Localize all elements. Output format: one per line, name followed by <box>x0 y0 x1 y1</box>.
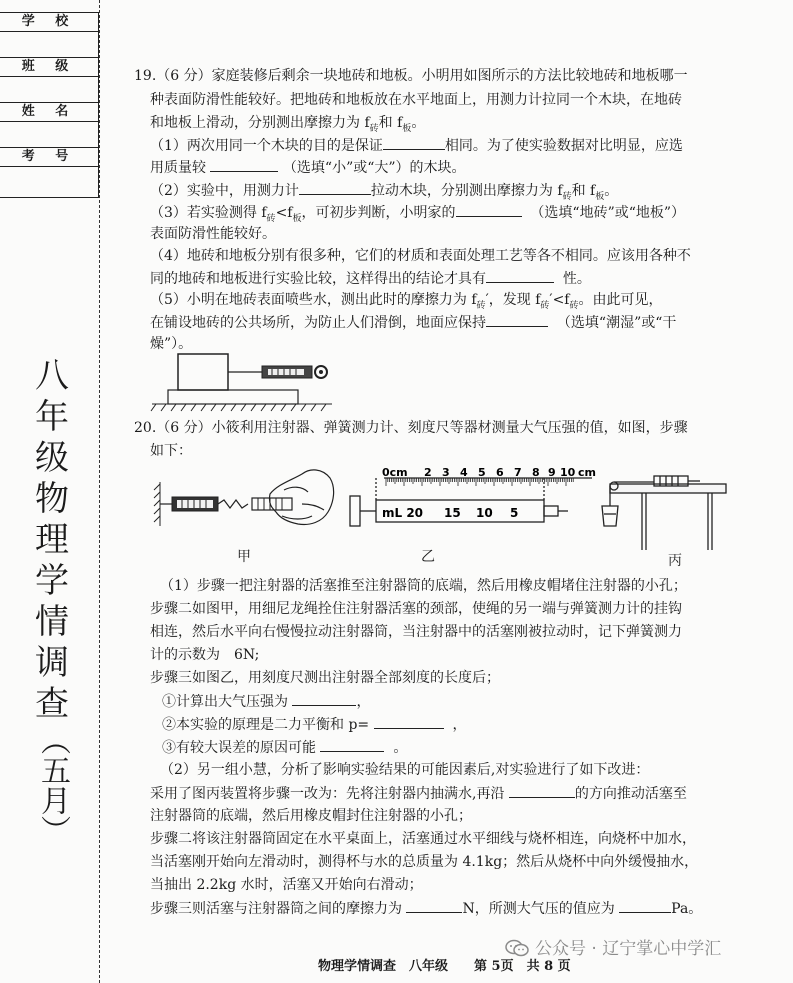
text-run: （5）小明在地砖表面喷些水，测出此时的摩擦力为 f <box>150 292 477 308</box>
side-title-char: 级 <box>35 438 69 478</box>
subscript: 板 <box>292 213 302 224</box>
syringe-scale-label: 5 <box>510 506 519 520</box>
q19-part1 <box>150 135 683 156</box>
answer-blank[interactable] <box>486 268 554 283</box>
text-run: （2）实验中，用测力计 <box>150 183 299 199</box>
answer-blank[interactable] <box>509 783 575 798</box>
name-field <box>0 122 98 148</box>
text-run: 同的地砖和地板进行实验比较，这样得出的结论才具有 <box>150 271 486 287</box>
q20-calc2 <box>162 714 467 735</box>
figure-label-bing: 丙 <box>668 553 682 569</box>
text-run: （选填“潮湿”或“干 <box>556 315 677 331</box>
exam-number-label: 考 号 <box>0 148 98 167</box>
answer-blank[interactable] <box>486 312 548 327</box>
answer-blank[interactable] <box>619 898 671 913</box>
hand-drawing <box>269 470 333 525</box>
q20-part1-step2c: 计的示数为 6N; <box>150 647 260 663</box>
ruler-tick-label: cm <box>578 466 596 479</box>
ruler-tick-label: 8 <box>532 466 540 479</box>
side-title-char: 八 <box>35 356 69 396</box>
ruler <box>382 466 596 486</box>
q20-part2-step1 <box>150 783 687 804</box>
figure-jia-syringe-spring <box>152 464 338 544</box>
q20-part1-step3: 步骤三如图乙，用刻度尺测出注射器全部刻度的长度后； <box>150 670 500 686</box>
binding-dashed-line <box>99 0 100 983</box>
beaker <box>602 506 618 526</box>
text-run: ③有较大误差的原因可能 <box>162 740 316 756</box>
spring-scale-jia <box>172 497 218 511</box>
q20-part1-step1: （1）步骤一把注射器的活塞推至注射器筒的底端，然后用橡皮帽堵住注射器的小孔； <box>160 578 687 594</box>
figure-bing-table-beaker <box>596 464 732 564</box>
text-run: ′，发现 f <box>485 292 541 308</box>
side-title-char: 情 <box>35 602 69 642</box>
q20-line1: 20.（6 分）小筱利用注射器、弹簧测力计、刻度尺等器材测量大气压强的值，如图，步骤 <box>134 420 688 436</box>
q19-part4: （4）地砖和地板分别有很多种，它们的材质和表面处理工艺等各不相同。应该用各种不 <box>150 248 691 264</box>
wood-block <box>178 354 228 390</box>
text-run: 。 <box>393 740 408 756</box>
text-run: <f <box>275 205 293 221</box>
figure-label-yi: 乙 <box>421 549 435 565</box>
q20-part2-step1b: 注射器筒的底端，然后用橡皮帽封住注射器的小孔； <box>150 808 472 824</box>
side-title-char: 查 <box>35 684 69 724</box>
ruler-tick-label: 3 <box>442 466 450 479</box>
q20-part1-step2b: 相连，然后水平向右慢慢拉动注射器筒，当注射器中的活塞刚被拉动时，记下弹簧测力 <box>150 624 682 640</box>
side-title-paren: （五月） <box>35 725 70 845</box>
q20-part1-step2: 步骤二如图甲，用细尼龙绳拴住注射器活塞的颈部，使绳的另一端与弹簧测力计的挂钩 <box>150 601 682 617</box>
syringe-scale-label: 10 <box>476 506 493 520</box>
answer-blank[interactable] <box>406 898 462 913</box>
text-run: （3）若实验测得 f <box>150 205 267 221</box>
q20-part2-step2: 步骤二将该注射器筒固定在水平桌面上，活塞通过水平细线与烧杯相连，向烧杯中加水， <box>150 831 696 847</box>
watermark-text: 公众号 · 辽宁掌心中学汇 <box>535 939 722 959</box>
ruler-tick-label: 0cm <box>382 466 408 479</box>
subscript: 砖 <box>540 300 550 311</box>
text-run: 在铺设地砖的公共场所，为防止人们滑倒，地面应保持 <box>150 315 486 331</box>
text-run: （选填“地砖”或“地板”） <box>530 205 686 221</box>
subscript: 砖 <box>369 123 379 134</box>
text-run: （选填“小”或“大”）的木块。 <box>282 160 466 176</box>
side-title-char: 调 <box>35 643 69 683</box>
ruler-tick-label: 5 <box>478 466 486 479</box>
answer-blank[interactable] <box>292 691 356 706</box>
q19-part3-cont: 表面防滑性能较好。 <box>150 226 276 242</box>
q19-part1-cont <box>150 157 466 178</box>
answer-blank[interactable] <box>320 737 384 752</box>
tile-board <box>168 390 298 404</box>
side-title-char: 理 <box>35 520 69 560</box>
ruler-tick-label: 10 <box>560 466 576 479</box>
answer-blank[interactable] <box>299 180 371 195</box>
side-title-char: 物 <box>35 479 69 519</box>
name-label: 姓 名 <box>0 103 98 122</box>
side-title-char: 年 <box>35 397 69 437</box>
text-run: 步骤三则活塞与注射器筒之间的摩擦力为 <box>150 901 402 917</box>
syringe-scale-label: 15 <box>444 506 461 520</box>
subscript: 砖 <box>266 213 276 224</box>
text-run: ′<f <box>549 292 570 308</box>
subscript: 砖 <box>476 300 486 311</box>
subscript: 板 <box>402 123 412 134</box>
q20-line2: 如下： <box>150 443 192 459</box>
text-run: 和 f <box>571 183 596 199</box>
text-run: 。 <box>411 115 426 131</box>
text-run: 性。 <box>562 271 591 287</box>
q19-part5-cont <box>150 312 676 333</box>
syringe-scale-label: mL 20 <box>382 506 424 520</box>
subscript: 砖 <box>569 300 579 311</box>
text-run: 相同。为了使实验数据对比明显，应选 <box>444 138 683 154</box>
q20-part2-intro: （2）另一组小慧，分析了影响实验结果的可能因素后,对实验进行了如下改进： <box>160 762 650 778</box>
text-run: 用质量较 <box>150 160 206 176</box>
spring-scale <box>262 366 327 378</box>
side-vertical-title <box>32 356 72 845</box>
floor-hatch <box>151 404 332 411</box>
q19-friction-figure <box>150 346 340 414</box>
text-run: 。 <box>604 183 619 199</box>
subscript: 砖 <box>562 191 572 202</box>
q20-part2-step2c: 当抽出 2.2kg 水时，活塞又开始向右滑动； <box>150 877 423 893</box>
text-run: Pa。 <box>671 901 703 917</box>
text-run: （1）两次用同一个木块的目的是保证 <box>150 138 383 154</box>
school-label: 学 校 <box>0 13 98 32</box>
answer-blank[interactable] <box>383 135 445 150</box>
q20-part2-step2b: 当活塞刚开始向左滑动时，测得杯与水的总质量为 4.1kg；然后从烧杯中向外缓慢抽水， <box>150 854 699 870</box>
q19-line2: 种表面防滑性能较好。把地砖和地板放在水平地面上，用测力计拉同一个木块，在地砖 <box>150 92 682 108</box>
subscript: 板 <box>595 191 605 202</box>
figure-label-jia: 甲 <box>237 549 251 565</box>
ruler-tick-label: 9 <box>548 466 556 479</box>
q19-part4-cont <box>150 268 591 289</box>
q20-calc1 <box>162 691 370 712</box>
q20-part2-step3 <box>150 898 702 919</box>
class-label: 班 级 <box>0 58 98 77</box>
figure-yi-ruler-syringe <box>346 464 598 536</box>
answer-blank[interactable] <box>210 157 278 172</box>
text-run: 。由此可见， <box>578 292 663 308</box>
ruler-tick-label: 2 <box>424 466 432 479</box>
q20-calc3 <box>162 737 407 758</box>
page-footer: 物理学情调查 八年级 第 5页 共 8 页 <box>318 959 571 974</box>
student-info-table <box>0 12 99 198</box>
class-field <box>0 77 98 103</box>
text-run: ②本实验的原理是二力平衡和 p= <box>162 717 370 733</box>
school-field <box>0 32 98 58</box>
q19-part5-end: 燥”）。 <box>150 336 193 352</box>
side-title-char: 学 <box>35 561 69 601</box>
ruler-tick-label: 7 <box>514 466 522 479</box>
exam-number-field <box>0 167 98 198</box>
answer-blank[interactable] <box>456 202 522 217</box>
wall-hatch <box>154 482 160 526</box>
text-run: 和 f <box>378 115 403 131</box>
text-run: ，可初步判断，小明家的 <box>301 205 456 221</box>
text-run: 和地板上滑动，分别测出摩擦力为 f <box>150 115 370 131</box>
text-run: 的方向推动活塞至 <box>574 786 687 802</box>
ruler-tick-label: 6 <box>496 466 504 479</box>
q19-line1: 19.（6 分）家庭装修后剩余一块地砖和地板。小明用如图所示的方法比较地砖和地板哪一 <box>134 68 688 84</box>
text-run: N，所测大气压的值应为 <box>462 901 615 917</box>
text-run: 采用了图丙装置将步骤一改为：先将注射器内抽满水,再沿 <box>150 786 505 802</box>
text-run: ， <box>452 717 467 733</box>
answer-blank[interactable] <box>374 714 444 729</box>
text-run: ， <box>356 694 371 710</box>
text-run: ①计算出大气压强为 <box>162 694 288 710</box>
text-run: 拉动木块，分别测出摩擦力为 f <box>370 183 563 199</box>
ruler-tick-label: 4 <box>460 466 468 479</box>
